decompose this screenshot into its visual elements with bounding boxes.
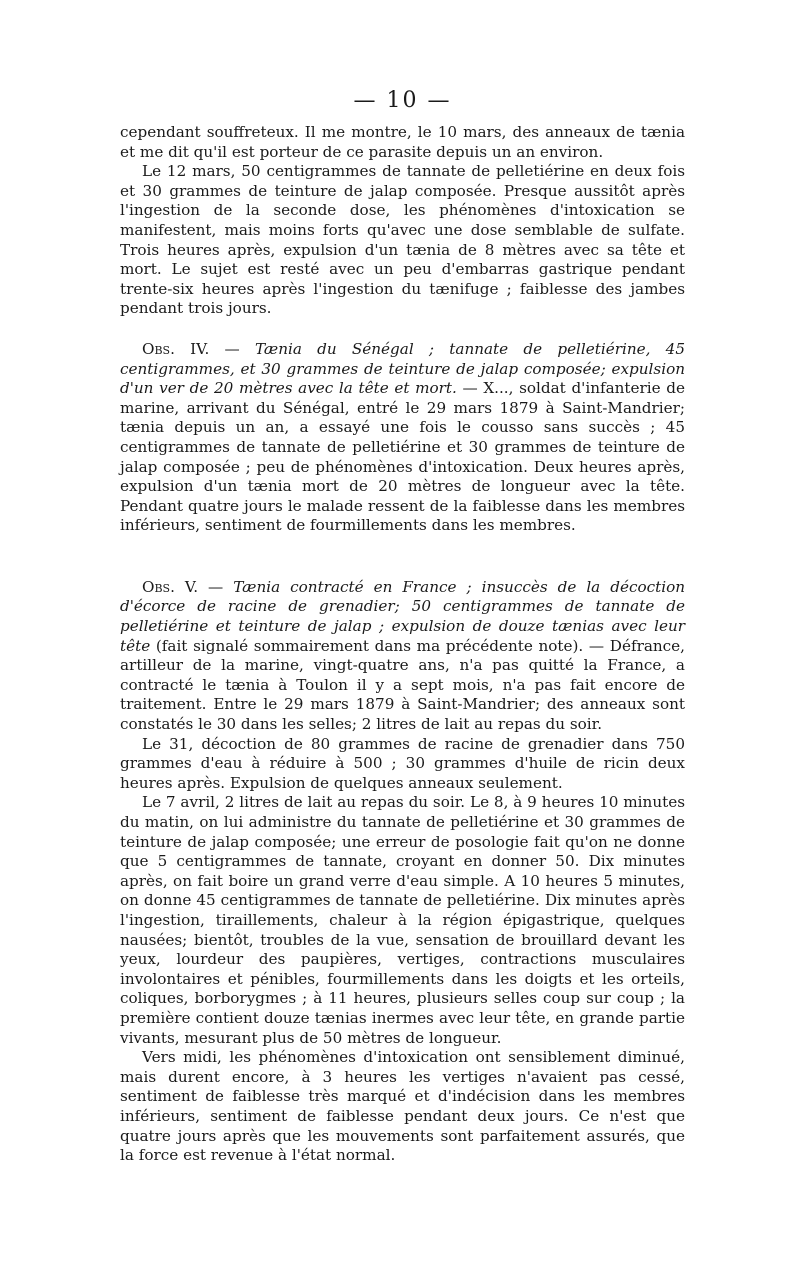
paragraph <box>120 793 685 1048</box>
observation-heading: Obs. V. — <box>142 577 234 596</box>
paragraph <box>120 123 685 162</box>
observation-summary: Tænia du Sénégal ; tannate de pelletiérine, 45 centigrammes, et 30 grammes de teinture de jalap composée; expulsion d'un ver de 20 mètres avec la tête et mort. <box>120 339 685 398</box>
observation-summary: Tænia contracté en France ; insuccès de la décoction d'écorce de racine de grenadier; 50 centigrammes de tannate de pelletiérine et teinture de jalap ; expulsion de douze tænias avec leur tête <box>120 577 685 655</box>
paragraph <box>120 162 685 319</box>
paragraph-text: cependant souffreteux. Il me montre, le 10 mars, des anneaux de tænia et me dit qu'il est porteur de ce parasite depuis un an environ. <box>120 123 685 161</box>
paragraph <box>120 1048 685 1166</box>
paragraph <box>120 735 685 794</box>
paragraph <box>120 340 685 536</box>
paragraph <box>120 578 685 735</box>
page-body <box>120 88 685 1166</box>
page-number: — 10 — <box>353 88 452 113</box>
text-body <box>120 123 685 1166</box>
paragraph-text: Le 31, décoction de 80 grammes de racine de grenadier dans 750 grammes d'eau à réduire à 500 ; 30 grammes d'huile de ricin deux heures après. Expulsion de quelques anneaux seulement. <box>120 734 685 792</box>
paragraph-text: Le 7 avril, 2 litres de lait au repas du soir. Le 8, à 9 heures 10 minutes du matin, on lui administre du tannate de pelletiérine et 30 grammes de teinture de jalap composée; une erreur de posologie fait qu'on ne donne que 5 centigrammes de tannate, croyant en donner 50. Dix minutes après, on fait boire un grand verre d'eau simple. A 10 heures 5 minutes, on donne 45 centigrammes de tannate de pelletiérine. Dix minutes après l'ingestion, tiraillements, chaleur à la région épigastrique, quelques nausées; bientôt, troubles de la vue, sensation de brouillard devant les yeux, lourdeur des paupières, vertiges, contractions musculaires involontaires et pénibles, fourmillements dans les doigts et les orteils, coliques, borborygmes ; à 11 heures, plusieurs selles coup sur coup ; la première contient douze tænias inermes avec leur tête, en grande partie vivants, mesurant plus de 50 mètres de longueur. <box>120 793 685 1047</box>
observation-heading: Obs. IV. — <box>142 339 255 358</box>
paragraph-text: — X..., soldat d'infanterie de marine, arrivant du Sénégal, entré le 29 mars 1879 à Saint-Mandrier; tænia depuis un an, a essayé une fois le cousso sans succès ; 45 centigrammes de tannate de pelletiérine et 30 grammes de teinture de jalap composée ; peu de phénomènes d'intoxication. Deux heures après, expulsion d'un tænia mort de 20 mètres de longueur avec la tête. Pendant quatre jours le malade ressent de la faiblesse dans les membres inférieurs, sentiment de fourmillements dans les membres. <box>120 379 685 535</box>
paragraph-text: (fait signalé sommairement dans ma précédente note). — Défrance, artilleur de la marine, vingt-quatre ans, n'a pas quitté la France, a contracté le tænia à Toulon il y a sept mois, n'a pas fait encore de traitement. Entre le 29 mars 1879 à Saint-Mandrier; des anneaux sont constatés le 30 dans les selles; 2 litres de lait au repas du soir. <box>120 636 685 734</box>
paragraph-text: Le 12 mars, 50 centigrammes de tannate de pelletiérine en deux fois et 30 grammes de teinture de jalap composée. Presque aussitôt après l'ingestion de la seconde dose, les phénomènes d'intoxication se manifestent, mais moins forts qu'avec une dose semblable de sulfate. Trois heures après, expulsion d'un tænia de 8 mètres avec sa tête et mort. Le sujet est resté avec un peu d'embarras gastrique pendant trente-six heures après l'ingestion du tænifuge ; faiblesse des jambes pendant trois jours. <box>120 162 685 318</box>
paragraph-text: Vers midi, les phénomènes d'intoxication ont sensiblement diminué, mais durent encore, à 3 heures les vertiges n'avaient pas cessé, sentiment de faiblesse très marqué et d'indécision dans les membres inférieurs, sentiment de faiblesse pendant deux jours. Ce n'est que quatre jours après que les mouvements sont parfaitement assurés, que la force est revenue à l'état normal. <box>120 1048 685 1165</box>
